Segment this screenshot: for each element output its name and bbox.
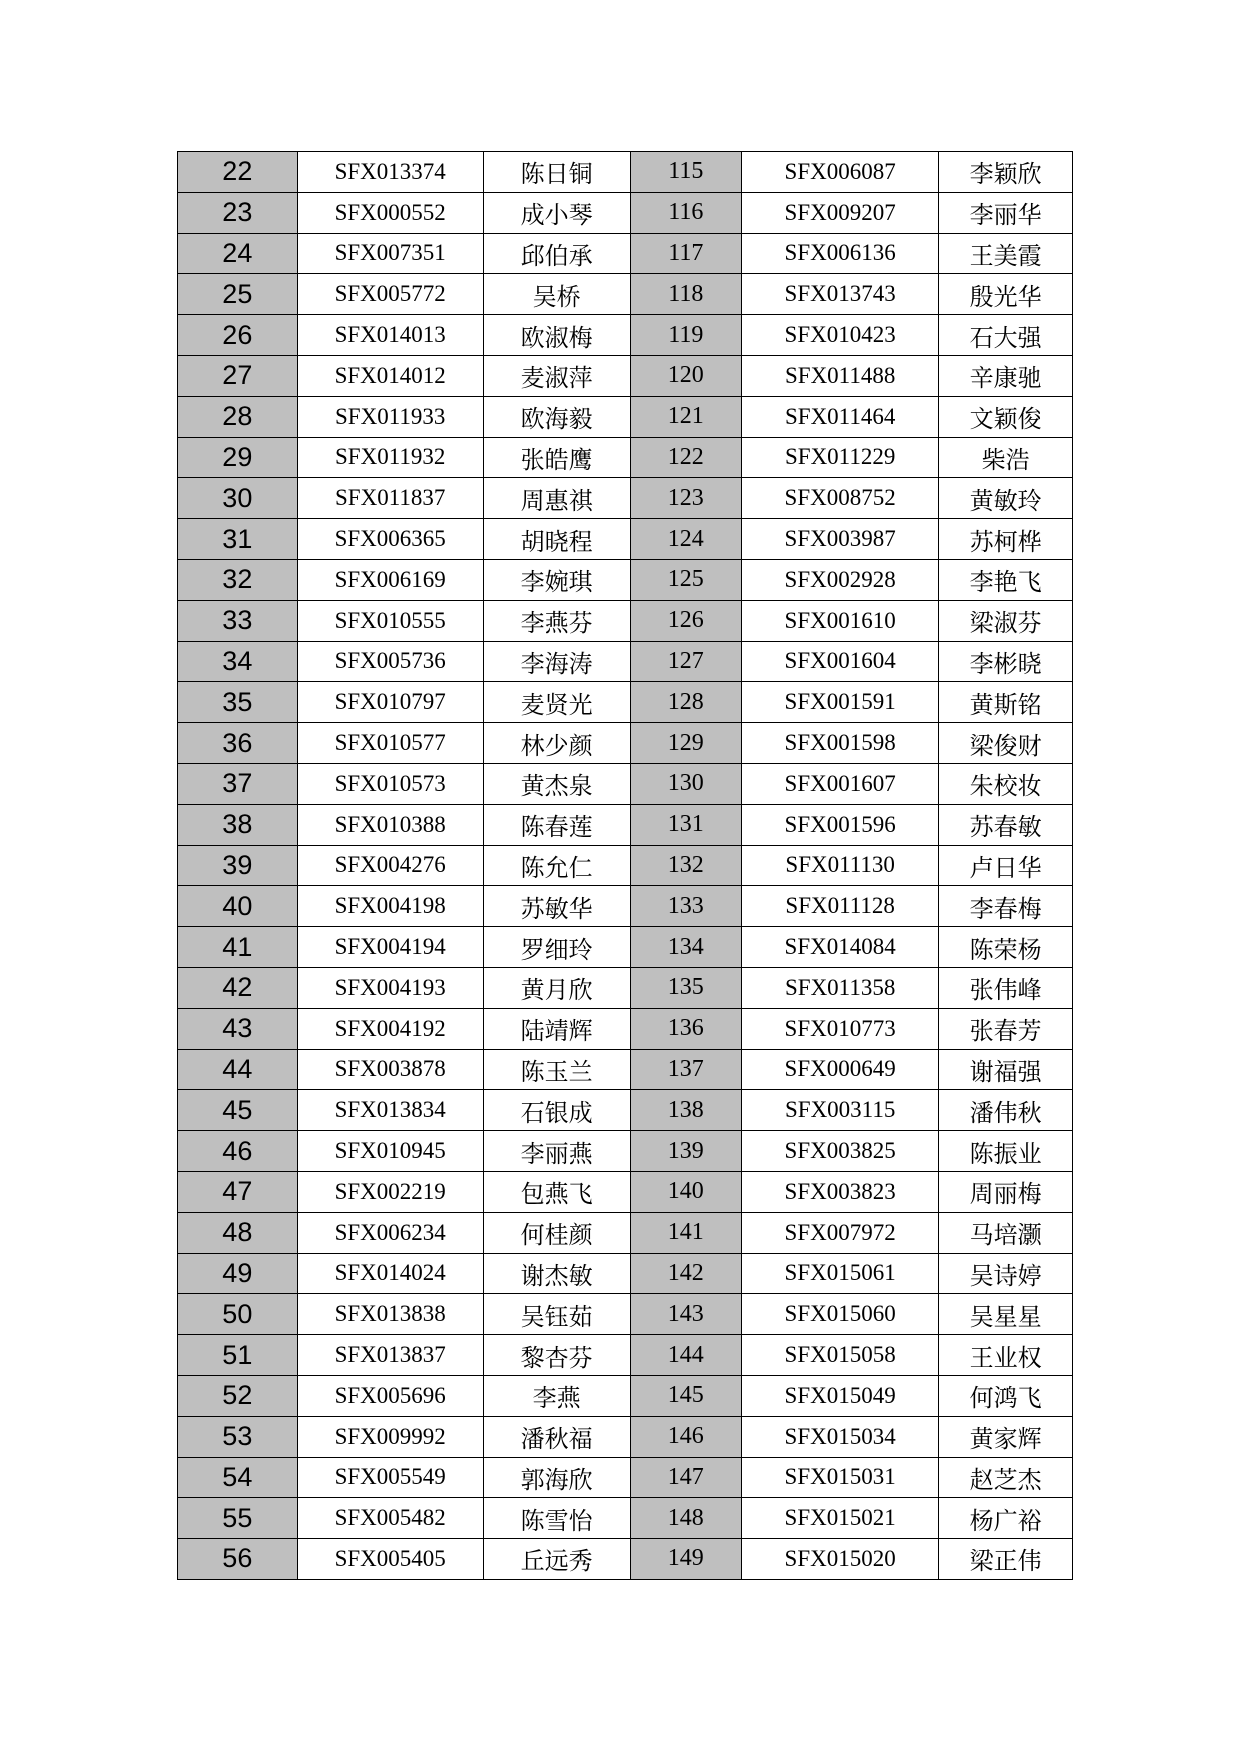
- id-code-left: SFX005482: [297, 1498, 483, 1539]
- serial-number-right: 115: [630, 152, 742, 193]
- id-code-left: SFX010945: [297, 1131, 483, 1172]
- table-row: [178, 315, 1073, 356]
- serial-number-right: 119: [630, 315, 742, 356]
- person-name-left: 陈允仁: [483, 845, 630, 886]
- serial-number-right: 124: [630, 519, 742, 560]
- person-name-left: 何桂颜: [483, 1212, 630, 1253]
- person-name-right: 梁俊财: [939, 723, 1073, 764]
- serial-number-left: 48: [178, 1212, 298, 1253]
- id-code-left: SFX002219: [297, 1171, 483, 1212]
- serial-number-left: 35: [178, 682, 298, 723]
- id-code-left: SFX007351: [297, 233, 483, 274]
- id-code-right: SFX007972: [742, 1212, 939, 1253]
- serial-number-left: 36: [178, 723, 298, 764]
- table-row: [178, 1539, 1073, 1580]
- id-code-left: SFX005405: [297, 1539, 483, 1580]
- person-name-right: 文颖俊: [939, 396, 1073, 437]
- table-row: [178, 192, 1073, 233]
- person-name-left: 潘秋福: [483, 1416, 630, 1457]
- person-name-right: 陈振业: [939, 1131, 1073, 1172]
- id-code-right: SFX003823: [742, 1171, 939, 1212]
- person-name-left: 胡晓程: [483, 519, 630, 560]
- id-code-left: SFX014013: [297, 315, 483, 356]
- id-code-right: SFX015049: [742, 1375, 939, 1416]
- table-row: [178, 1375, 1073, 1416]
- serial-number-right: 145: [630, 1375, 742, 1416]
- id-code-left: SFX011837: [297, 478, 483, 519]
- id-code-left: SFX010573: [297, 763, 483, 804]
- table-row: [178, 355, 1073, 396]
- id-code-right: SFX015061: [742, 1253, 939, 1294]
- serial-number-right: 140: [630, 1171, 742, 1212]
- serial-number-right: 122: [630, 437, 742, 478]
- id-code-right: SFX011130: [742, 845, 939, 886]
- person-name-right: 吴诗婷: [939, 1253, 1073, 1294]
- serial-number-right: 148: [630, 1498, 742, 1539]
- serial-number-left: 42: [178, 967, 298, 1008]
- id-code-left: SFX004276: [297, 845, 483, 886]
- id-code-right: SFX008752: [742, 478, 939, 519]
- serial-number-left: 54: [178, 1457, 298, 1498]
- table-row: [178, 1498, 1073, 1539]
- serial-number-left: 28: [178, 396, 298, 437]
- person-name-right: 黄家辉: [939, 1416, 1073, 1457]
- serial-number-right: 146: [630, 1416, 742, 1457]
- person-name-right: 周丽梅: [939, 1171, 1073, 1212]
- table-row: [178, 1294, 1073, 1335]
- id-code-right: SFX011358: [742, 967, 939, 1008]
- id-code-left: SFX011932: [297, 437, 483, 478]
- id-code-right: SFX001607: [742, 763, 939, 804]
- serial-number-right: 130: [630, 763, 742, 804]
- serial-number-right: 128: [630, 682, 742, 723]
- table-row: [178, 152, 1073, 193]
- person-name-right: 辛康驰: [939, 355, 1073, 396]
- serial-number-right: 126: [630, 600, 742, 641]
- person-name-right: 苏柯桦: [939, 519, 1073, 560]
- serial-number-left: 47: [178, 1171, 298, 1212]
- id-code-right: SFX015020: [742, 1539, 939, 1580]
- serial-number-left: 46: [178, 1131, 298, 1172]
- id-code-left: SFX004192: [297, 1008, 483, 1049]
- serial-number-left: 52: [178, 1375, 298, 1416]
- person-name-right: 王美霞: [939, 233, 1073, 274]
- serial-number-left: 40: [178, 886, 298, 927]
- serial-number-left: 24: [178, 233, 298, 274]
- id-code-left: SFX003878: [297, 1049, 483, 1090]
- table-row: [178, 1171, 1073, 1212]
- person-name-right: 黄斯铭: [939, 682, 1073, 723]
- id-code-left: SFX006365: [297, 519, 483, 560]
- person-name-left: 黎杏芬: [483, 1335, 630, 1376]
- serial-number-left: 43: [178, 1008, 298, 1049]
- id-code-right: SFX009207: [742, 192, 939, 233]
- id-code-right: SFX001604: [742, 641, 939, 682]
- serial-number-right: 136: [630, 1008, 742, 1049]
- serial-number-left: 27: [178, 355, 298, 396]
- id-code-left: SFX000552: [297, 192, 483, 233]
- serial-number-left: 32: [178, 559, 298, 600]
- person-name-left: 苏敏华: [483, 886, 630, 927]
- table-row: [178, 478, 1073, 519]
- person-name-left: 成小琴: [483, 192, 630, 233]
- id-code-right: SFX015060: [742, 1294, 939, 1335]
- person-name-left: 石银成: [483, 1090, 630, 1131]
- id-code-left: SFX010388: [297, 804, 483, 845]
- person-name-left: 李丽燕: [483, 1131, 630, 1172]
- serial-number-right: 129: [630, 723, 742, 764]
- serial-number-right: 127: [630, 641, 742, 682]
- serial-number-left: 44: [178, 1049, 298, 1090]
- id-code-right: SFX002928: [742, 559, 939, 600]
- table-row: [178, 1416, 1073, 1457]
- person-name-left: 黄杰泉: [483, 763, 630, 804]
- serial-number-right: 121: [630, 396, 742, 437]
- table-row: [178, 1008, 1073, 1049]
- table-row: [178, 1090, 1073, 1131]
- table-row: [178, 967, 1073, 1008]
- person-name-right: 梁正伟: [939, 1539, 1073, 1580]
- person-name-left: 周惠祺: [483, 478, 630, 519]
- id-code-left: SFX005772: [297, 274, 483, 315]
- person-name-right: 王业权: [939, 1335, 1073, 1376]
- person-name-left: 陈雪怡: [483, 1498, 630, 1539]
- id-code-right: SFX011464: [742, 396, 939, 437]
- id-code-left: SFX014012: [297, 355, 483, 396]
- serial-number-right: 120: [630, 355, 742, 396]
- id-code-right: SFX013743: [742, 274, 939, 315]
- serial-number-right: 144: [630, 1335, 742, 1376]
- id-code-right: SFX003115: [742, 1090, 939, 1131]
- person-name-left: 陈玉兰: [483, 1049, 630, 1090]
- id-code-left: SFX013838: [297, 1294, 483, 1335]
- id-code-right: SFX015021: [742, 1498, 939, 1539]
- serial-number-left: 30: [178, 478, 298, 519]
- serial-number-left: 56: [178, 1539, 298, 1580]
- person-name-right: 李春梅: [939, 886, 1073, 927]
- person-name-left: 欧淑梅: [483, 315, 630, 356]
- serial-number-left: 22: [178, 152, 298, 193]
- serial-number-left: 29: [178, 437, 298, 478]
- id-code-right: SFX015034: [742, 1416, 939, 1457]
- id-code-right: SFX015031: [742, 1457, 939, 1498]
- id-code-right: SFX010773: [742, 1008, 939, 1049]
- person-name-right: 李颖欣: [939, 152, 1073, 193]
- serial-number-right: 138: [630, 1090, 742, 1131]
- id-code-left: SFX005736: [297, 641, 483, 682]
- table-row: [178, 233, 1073, 274]
- id-code-right: SFX003987: [742, 519, 939, 560]
- person-name-left: 李燕: [483, 1375, 630, 1416]
- serial-number-left: 34: [178, 641, 298, 682]
- person-name-left: 李婉琪: [483, 559, 630, 600]
- table-row: [178, 641, 1073, 682]
- table-row: [178, 396, 1073, 437]
- person-name-right: 柴浩: [939, 437, 1073, 478]
- table-row: [178, 274, 1073, 315]
- serial-number-right: 132: [630, 845, 742, 886]
- serial-number-left: 41: [178, 927, 298, 968]
- table-row: [178, 886, 1073, 927]
- table-row: [178, 723, 1073, 764]
- serial-number-right: 142: [630, 1253, 742, 1294]
- table-row: [178, 519, 1073, 560]
- person-name-right: 黄敏玲: [939, 478, 1073, 519]
- person-name-right: 何鸿飞: [939, 1375, 1073, 1416]
- person-name-right: 卢日华: [939, 845, 1073, 886]
- serial-number-left: 33: [178, 600, 298, 641]
- person-name-right: 李丽华: [939, 192, 1073, 233]
- serial-number-left: 31: [178, 519, 298, 560]
- serial-number-left: 55: [178, 1498, 298, 1539]
- person-name-right: 马培灏: [939, 1212, 1073, 1253]
- person-name-left: 包燕飞: [483, 1171, 630, 1212]
- serial-number-right: 137: [630, 1049, 742, 1090]
- id-code-left: SFX011933: [297, 396, 483, 437]
- person-name-left: 吴钰茹: [483, 1294, 630, 1335]
- serial-number-left: 49: [178, 1253, 298, 1294]
- id-code-right: SFX010423: [742, 315, 939, 356]
- serial-number-left: 53: [178, 1416, 298, 1457]
- id-code-left: SFX010555: [297, 600, 483, 641]
- id-code-left: SFX009992: [297, 1416, 483, 1457]
- person-name-left: 麦贤光: [483, 682, 630, 723]
- roster-table: [177, 151, 1073, 1580]
- table-row: [178, 437, 1073, 478]
- id-code-right: SFX003825: [742, 1131, 939, 1172]
- person-name-left: 丘远秀: [483, 1539, 630, 1580]
- id-code-left: SFX010797: [297, 682, 483, 723]
- person-name-right: 张春芳: [939, 1008, 1073, 1049]
- person-name-right: 石大强: [939, 315, 1073, 356]
- serial-number-right: 123: [630, 478, 742, 519]
- id-code-left: SFX010577: [297, 723, 483, 764]
- person-name-left: 黄月欣: [483, 967, 630, 1008]
- serial-number-right: 135: [630, 967, 742, 1008]
- person-name-left: 林少颜: [483, 723, 630, 764]
- id-code-left: SFX006234: [297, 1212, 483, 1253]
- person-name-right: 朱校妆: [939, 763, 1073, 804]
- table-row: [178, 600, 1073, 641]
- table-row: [178, 1049, 1073, 1090]
- id-code-right: SFX000649: [742, 1049, 939, 1090]
- person-name-right: 潘伟秋: [939, 1090, 1073, 1131]
- id-code-right: SFX011128: [742, 886, 939, 927]
- table-row: [178, 1457, 1073, 1498]
- person-name-left: 张皓鹰: [483, 437, 630, 478]
- table-row: [178, 682, 1073, 723]
- id-code-left: SFX004198: [297, 886, 483, 927]
- table-row: [178, 927, 1073, 968]
- person-name-right: 谢福强: [939, 1049, 1073, 1090]
- serial-number-right: 131: [630, 804, 742, 845]
- person-name-left: 欧海毅: [483, 396, 630, 437]
- table-row: [178, 1212, 1073, 1253]
- person-name-left: 李燕芬: [483, 600, 630, 641]
- person-name-right: 梁淑芬: [939, 600, 1073, 641]
- person-name-left: 郭海欣: [483, 1457, 630, 1498]
- id-code-left: SFX013834: [297, 1090, 483, 1131]
- person-name-right: 吴星星: [939, 1294, 1073, 1335]
- table-row: [178, 763, 1073, 804]
- person-name-left: 谢杰敏: [483, 1253, 630, 1294]
- table-row: [178, 845, 1073, 886]
- person-name-left: 邱伯承: [483, 233, 630, 274]
- serial-number-left: 26: [178, 315, 298, 356]
- id-code-left: SFX013374: [297, 152, 483, 193]
- serial-number-left: 25: [178, 274, 298, 315]
- person-name-right: 赵芝杰: [939, 1457, 1073, 1498]
- person-name-left: 陈日铜: [483, 152, 630, 193]
- serial-number-right: 134: [630, 927, 742, 968]
- table-row: [178, 1253, 1073, 1294]
- person-name-right: 杨广裕: [939, 1498, 1073, 1539]
- person-name-right: 张伟峰: [939, 967, 1073, 1008]
- serial-number-left: 39: [178, 845, 298, 886]
- serial-number-right: 139: [630, 1131, 742, 1172]
- person-name-left: 罗细玲: [483, 927, 630, 968]
- serial-number-left: 37: [178, 763, 298, 804]
- id-code-left: SFX005696: [297, 1375, 483, 1416]
- serial-number-left: 51: [178, 1335, 298, 1376]
- table-row: [178, 804, 1073, 845]
- serial-number-left: 23: [178, 192, 298, 233]
- table-row: [178, 559, 1073, 600]
- person-name-left: 陈春莲: [483, 804, 630, 845]
- person-name-left: 麦淑萍: [483, 355, 630, 396]
- id-code-left: SFX014024: [297, 1253, 483, 1294]
- serial-number-right: 143: [630, 1294, 742, 1335]
- id-code-left: SFX004194: [297, 927, 483, 968]
- id-code-left: SFX006169: [297, 559, 483, 600]
- table-row: [178, 1335, 1073, 1376]
- id-code-right: SFX006087: [742, 152, 939, 193]
- id-code-left: SFX004193: [297, 967, 483, 1008]
- id-code-right: SFX001591: [742, 682, 939, 723]
- person-name-left: 吴桥: [483, 274, 630, 315]
- id-code-right: SFX011488: [742, 355, 939, 396]
- id-code-right: SFX014084: [742, 927, 939, 968]
- serial-number-right: 149: [630, 1539, 742, 1580]
- person-name-right: 苏春敏: [939, 804, 1073, 845]
- roster-table-body: [178, 152, 1073, 1580]
- person-name-right: 李艳飞: [939, 559, 1073, 600]
- id-code-right: SFX006136: [742, 233, 939, 274]
- person-name-left: 陆靖辉: [483, 1008, 630, 1049]
- id-code-right: SFX001610: [742, 600, 939, 641]
- person-name-left: 李海涛: [483, 641, 630, 682]
- person-name-right: 殷光华: [939, 274, 1073, 315]
- id-code-right: SFX011229: [742, 437, 939, 478]
- serial-number-left: 45: [178, 1090, 298, 1131]
- id-code-left: SFX013837: [297, 1335, 483, 1376]
- id-code-right: SFX015058: [742, 1335, 939, 1376]
- person-name-right: 李彬晓: [939, 641, 1073, 682]
- table-row: [178, 1131, 1073, 1172]
- id-code-right: SFX001596: [742, 804, 939, 845]
- serial-number-left: 50: [178, 1294, 298, 1335]
- serial-number-right: 133: [630, 886, 742, 927]
- serial-number-left: 38: [178, 804, 298, 845]
- id-code-right: SFX001598: [742, 723, 939, 764]
- serial-number-right: 147: [630, 1457, 742, 1498]
- serial-number-right: 117: [630, 233, 742, 274]
- serial-number-right: 118: [630, 274, 742, 315]
- id-code-left: SFX005549: [297, 1457, 483, 1498]
- person-name-right: 陈荣杨: [939, 927, 1073, 968]
- serial-number-right: 125: [630, 559, 742, 600]
- serial-number-right: 116: [630, 192, 742, 233]
- serial-number-right: 141: [630, 1212, 742, 1253]
